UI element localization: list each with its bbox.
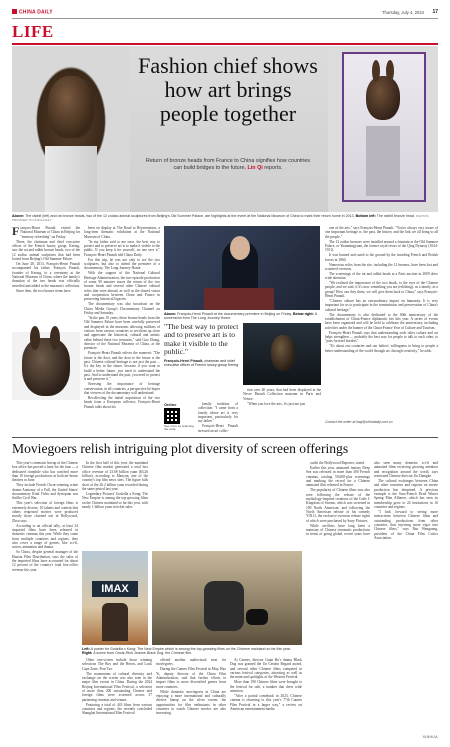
scene-dog [246, 609, 268, 625]
imax-sign: IMAX [92, 581, 138, 597]
godzilla-poster [82, 551, 148, 645]
podium [204, 288, 274, 310]
inset-ear-2 [50, 326, 60, 350]
pullquote-box [164, 323, 240, 401]
screenshot-bronze-head [271, 335, 295, 371]
qr-text: See more by scanning the code. [164, 424, 194, 432]
qr-block [164, 402, 194, 432]
section-rule [12, 43, 438, 45]
top-photo-band [12, 46, 438, 212]
poster-figure [102, 603, 128, 641]
second-photo-caption: Left: A poster for Godzilla x Kong: The New Empire which is among the top-grossing films on the Chinese mainland so far this year. Right: A scene from Oscar-Rich Jeanne Black Dog, the Chinese film. [82, 647, 291, 656]
rat-head-shape [48, 76, 94, 138]
top-story-col-5: one of the arts," says François-Henri Pinault. "You're always very aware of one important heritage is, the past, the history and the link we all bring to all the people." The 12 zodiac bronzes were installed around a fountain at the Old Summer Palace, or Yuanmingyuan, the former royal resort of the Qing Dynasty (1644-1911). It was burned and razed to the ground by the invading French and British forces in 1860. Numerous relics from the site, including the 12 bronzes, have been lost and scattered overseas. The screenings of the rat and rabbit heads at a Paris auction in 2009 drew wide attention. "We realized the importance of the two heads, to the eyes of the Chinese people, and we said, if it's now something you are (relishing), as a family, as a group? How can they them, we will give them back to China," says François-Henri Pinault. "Chinese culture has an extraordinary impact on humanity. It is very important for us to participate in the transmission and preservation of China's cultural heritage." The documentary is also dedicated to the 60th anniversary of the establishment of China-France diplomatic ties this year. A series of events have been organized and will be held to celebrate the anniversary, including activities under the banner of the China-France Year of Culture and Tourism. François-Henri Pinault says that understanding each other culture and art helps strengthen — probably the best way for people to talk to each other, to "pass forward borders". "It's about our countries and our fathers' willingness to bring to people a better understanding of the world through art, through creativity," he adds. [325, 226, 438, 353]
top-story-col-1: François-Henri Pinault visited the National Museum of China in Beijing for "memory refreshing" on Friday. There, the chairman and chief executive officer of the French luxury group, Kering, saw the rat and rabbit bronze heads, two of the 12 zodiac animal sculptures that had been looted from Beijing's Old Summer Palace. On June 28, 2013, François-Henri Pinault accompanied his father, François Pinault, founder of Kering, to a ceremony at the National Museum of China, where the family's donation of the two heads was officially unveiled and added to the museum's collection. Since then, the two bronze items have [12, 224, 81, 293]
rabbit-head-inset [12, 332, 80, 400]
masthead [12, 8, 438, 17]
pinault-photo [164, 226, 320, 310]
second-headline: Moviegoers relish intriguing plot diversity of screen offerings [12, 441, 349, 456]
pullquote-text: "The best way to protect and to preserve art is to make it visible to the public." [164, 322, 239, 357]
rabbit-ears [372, 60, 380, 82]
documentary-screenshot [243, 323, 321, 385]
top-story-col-2: been on display at The Road to Rejuvenation, a long-term thematic exhibition at the National Museum of China. "In my father said to me once, the best way to protect and to preserve art is to make it visible to the public. If you keep it for yourself, no one sees it," François-Henri Pinault told China Daily. For this trip, he was not only to see the two sculptures, but also to attend the premiere of a documentary, The Long Journey Home. With the support of the National Cultural Heritage Administration, the two-episode production of some 90 minutes traces the return of the two bronze heads and several other Chinese cultural relics that were abroad, as well as the shared vision and cooperation between China and France in preserving historical legacies. The documentary was also broadcast on the China Media Group's Documentary Channel on Friday and Saturday. "In the past 10 years, these bronze heads from the Old Summer Palace have been carefully preserved and displayed in the museum, allowing millions of visitors from various countries to see them up close and appreciate the historical, cultural and artistic value behind these two treasures," said Guo Zhong, director of the National Museum of China, at the premiere. François-Henri Pinault relives the moment: "The future is the door, and the door to the future is the past. Chinese cultural heritage is not just the past ... It's the key to the future, because if you want to build a better future, you need to understand the past. And to understand the past, you need to protect it and preserve it." Stressing the importance of heritage conservation, in all countries, a perspective he hopes that viewers of the documentary will understand. Recollecting the initial acquisition of the two heads from a European collector, François-Henri Pinault talks about his [84, 226, 160, 409]
wire-credit: XINHUA [422, 735, 438, 739]
rat-pedestal [45, 146, 97, 212]
rabbit-head-photo [328, 46, 438, 212]
paper-logo: CHINA DAILY [12, 9, 53, 16]
qr-code-icon[interactable] [164, 408, 180, 424]
second-story-col-4: offered another audiovisual treat for moviegoers. During the Cannes Film Festival in May, Hao Yi, deputy director of the China Film Administration, said that further efforts to import films to more diversified genres from more countries. While domestic moviegoers in China are enjoying a more international and culturally diverse lineup on the silver screen, the opportunities for film enthusiasts in other countries to watch Chinese movies are also increasing. [156, 658, 226, 716]
section-title: LIFE [12, 22, 54, 41]
inset-rabbit-head [22, 338, 70, 396]
second-story-col-2: In the first half of this year, the mainland Chinese film market generated a total box office revenue of 23.68 billion yuan ($3.26 billion), according to Maoyan, one of the country's top film news sites. The figure falls short of the 26.2 billion yuan recorded during the same period last year. Legendary Pictures' Godzilla x Kong: The New Empire is among the top-grossing films on the Chinese mainland so far this year, with nearly 1 billion yuan in ticket sales. [82, 461, 148, 510]
top-photo-caption: Above: The rabbit (left) and rat bronze heads, two of the 12 zodiac animal sculptures from Beijing's Old Summer Palace, are highlights at the event at the National Museum of China to mark their return home in 2013. Bottom left: The rabbit bronze head. PHOTOS PROVIDED TO CHINA DAILY [12, 214, 429, 223]
rabbit-ear-2 [386, 60, 394, 82]
byline: Lin Qi [247, 164, 263, 171]
logo-square [12, 9, 17, 14]
top-story-col-4: tion over 40 years, that had been displayed at the Nevre Pinault Collection museum in Paris and Venice. "When you love the arts, it's just not just [243, 388, 321, 406]
pinault-face [230, 236, 250, 260]
scene-rider [204, 581, 244, 631]
top-story-col-3: family tradition of collection. "I came from a family where art is very important, particularly for my father." François-Henri Pinault stressed an art collec- [198, 402, 238, 433]
pullquote-attribution: François-Henri Pinault, chairman and chief executive officer of French luxury group Kering [164, 358, 239, 367]
second-story-col-5: At Cannes, director Guan Hu's drama Black Dog was granted the Un Certain Regard award, and several other Chinese films competed in various festival categories, attracting as well as the main and spotlights of the Western Festival. More than 190 Chinese films were brought to the festival for sale, a number that drew wide attention. "After a partial comeback in 2023, Chinese cinema is returning to this year's 77th Cannes Film Festival in a larger way," a review on American entertainment media [230, 658, 302, 711]
black-dog-scene [152, 551, 302, 645]
inset-ear-1 [30, 326, 40, 350]
top-headline: Fashion chief shows how art brings people together [138, 53, 318, 126]
top-deck: Return of bronze heads from France to China signifies how countries can build bridges to the future, Lin Qi reports. [145, 158, 311, 171]
pinault-photo-caption: Above: François-Henri Pinault at the documentary premiere in Beijing on Friday. Below right: A screenshot from The Long Journey Home. [164, 312, 317, 321]
rabbit-head-shape [366, 76, 400, 120]
rabbit-pedestal [366, 126, 400, 196]
second-story-col-3: Other one-screen include those winning selections The Boy and the Heron, and Look Cape Zone, Fear Tax. The momentum of cultural diversity and exchange on the screen was also seen in the major film events in China. During the 2024 Beijing International Film Festival, a selection of more than 200 outstanding Chinese and foreign films were screened across 37 partnering cinemas and venues. Featuring a total of 443 films from various countries and regions, the recently concluded Shanghai International Film Festival [82, 658, 152, 716]
second-story-col-6: outlet the Hollywood Reporter, stated. Earlier this year, animated fantasy Deep Sea was released in more than 300 French cinemas, totaling 50,000-plus screenings and marking the record for a Chinese animated film released in France. The popularity of Chinese films was also seen following the release of the mythology-inspired creations of the Gods I: Kingdom of Storms, which was screened in 180 North American, and following the North American release of his comedy YOLO, the exclusive overseas release rights of which were purchased by Sony Pictures. While art-films have long been a mainstay of Chinese cinematic productions in terms of going global, recent years have also seen many domestic sci-fi and animated films receiving growing attention and recognition around the world, says renowned Chinese director Jia Zhangke. The cultural exchanges between China and other countries and regions on movie production has deepened. A previous example is the Sino-French Dead Winter Spring Film Alliance, which has seen its membership grow to 24 institutions in 16 countries and regions. "I look forward to seeing more interactions between Chinese films and outstanding productions from other countries, thus injecting more vigor into Chinese films," says Bao Wenguang, president of the China Film Critics Association. [306, 461, 438, 541]
second-story-col-1: This year's cinematic lineup of the Chinese box office has proved a feast for the fans — a dedicated cinephile who has watched more than 10 foreign productions at both art-house theaters in June. They include French Oscar-winning crime drama Anatomy of a Fall, the United States' documentary Kind Video and dystopian war thriller Civil War. This year's selection of foreign films is extremely diverse, 10 talents and content that others requested movies were produced mostly those churned out in Hollywood, Zhou says. According to an official tally, at least 34 imported films have been released in domestic cinemas this year. While they come from multiple countries and regions, they also cover a range of genres, like sci-fi, action, animation and drama. So China, despite general manager of the Huaxia Film Distribution, says the sales of the imported films have accounted for about 12 percent of the country's total box-office revenue this year. [12, 461, 78, 572]
page-number: 17 [432, 8, 438, 15]
header-rule [12, 18, 438, 19]
rat-head-photo [12, 46, 130, 212]
header-date: Thursday, July 4, 2024 [381, 9, 424, 15]
qr-title: Online [164, 402, 177, 407]
story-divider [12, 437, 438, 438]
writer-contact: Contact the writer at linqi@chinadaily.com.cn [325, 420, 393, 424]
